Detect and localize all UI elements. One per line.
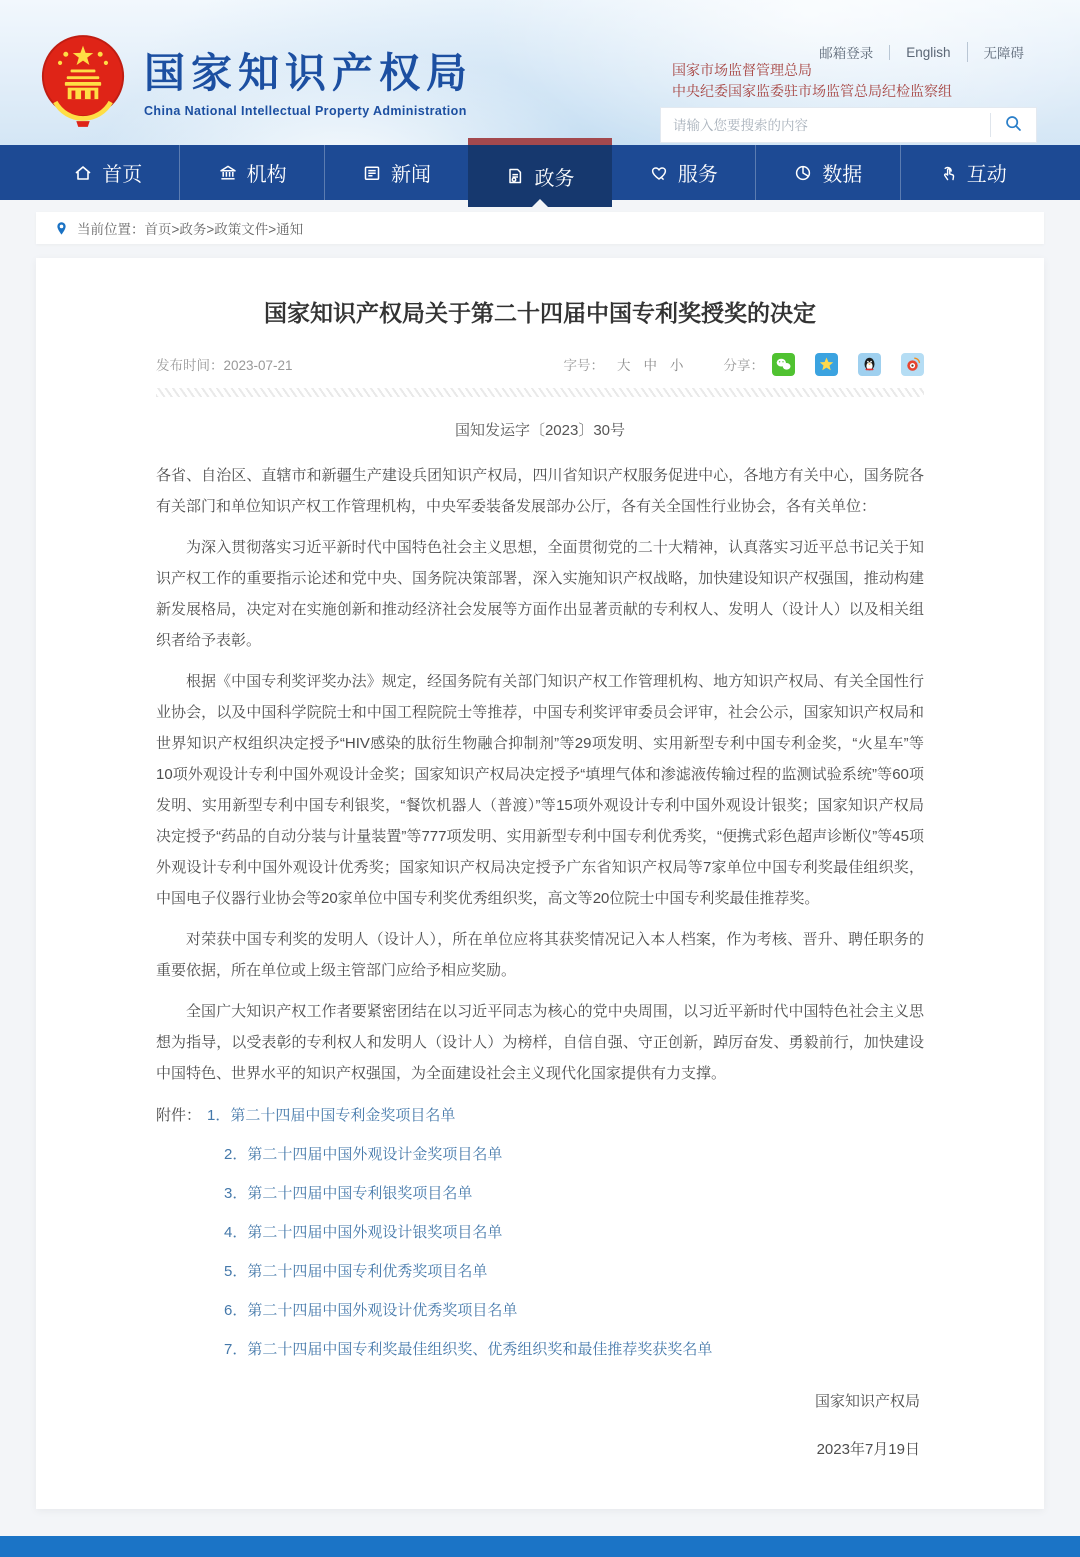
document-icon [505, 166, 525, 186]
share-buttons [772, 353, 924, 376]
bank-icon [218, 163, 238, 183]
nav-inner [36, 145, 1044, 200]
breadcrumb-path[interactable]: 首页>政务>政策文件>通知 [144, 222, 304, 237]
publish-time-label: 发布时间： [156, 358, 224, 373]
news-icon [362, 163, 382, 183]
signature-date: 2023年7月19日 [816, 1440, 920, 1458]
nav-item-service[interactable] [612, 145, 755, 200]
attachment-link-5[interactable]: 5．第二十四届中国专利优秀奖项目名单 [224, 1262, 488, 1280]
nav-label: 首页 [102, 164, 143, 186]
site-title: 国家知识产权局 [144, 50, 473, 97]
related-agency-links [672, 60, 952, 102]
attachment-row-1 [156, 1103, 924, 1129]
nav-item-government-affairs[interactable] [468, 138, 611, 207]
paragraph-4: 全国广大知识产权工作者要紧密团结在以习近平同志为核心的党中央周围，以习近平新时代中国特色社会主义思想为指导，以受表彰的专利权人和发明人（设计人）为榜样，自信自强、守正创新，踔厉奋发、勇毅前行，加快建设中国特色、世界水平的知识产权强国，为全面建设社会主义现代化国家提供有力支撑。 [156, 1002, 924, 1082]
search-button[interactable] [990, 113, 1036, 137]
attachments-list [156, 1103, 924, 1363]
breadcrumb [36, 212, 1044, 244]
site-header [0, 0, 1080, 145]
data-icon [793, 163, 813, 183]
publish-date: 2023-07-21 [223, 358, 293, 373]
main-nav [0, 145, 1080, 200]
attachment-link-3[interactable]: 3．第二十四届中国专利银奖项目名单 [224, 1184, 473, 1202]
search-bar [660, 107, 1037, 143]
hatched-divider [156, 388, 924, 397]
accessibility-link[interactable]: 无障碍 [967, 42, 1041, 62]
english-link[interactable]: English [889, 45, 966, 60]
qq-share-icon[interactable] [858, 353, 881, 376]
fontsize-label: 字号： [563, 358, 604, 373]
nav-item-agency[interactable] [179, 145, 323, 200]
discipline-inspection-link[interactable]: 中央纪委国家监委驻市场监管总局纪检监察组 [672, 83, 952, 99]
attachment-link-1[interactable]: 1．第二十四届中国专利金奖项目名单 [207, 1106, 456, 1124]
signature-org: 国家知识产权局 [814, 1392, 920, 1410]
weibo-share-icon[interactable] [901, 353, 924, 376]
interact-icon [938, 163, 958, 183]
nav-label: 新闻 [391, 164, 432, 186]
nav-label: 政务 [534, 167, 575, 190]
site-subtitle: China National Intellectual Property Administration [144, 103, 467, 118]
paragraph-addressees: 各省、自治区、直辖市和新疆生产建设兵团知识产权局，四川省知识产权服务促进中心，各地方有关中心，国务院各有关部门和单位知识产权工作管理机构，中央军委装备发展部办公厅，各有关全国性行业协会，各有关单位： [156, 466, 924, 515]
nav-label: 机构 [246, 164, 287, 186]
paragraph-3: 对荣获中国专利奖的发明人（设计人），所在单位应将其获奖情况记入本人档案，作为考核、晋升、聘任职务的重要依据，所在单位或上级主管部门应给予相应奖励。 [156, 930, 924, 979]
article-meta [156, 353, 924, 376]
nav-item-news[interactable] [324, 145, 468, 200]
national-emblem-icon [40, 32, 126, 130]
logo-text [144, 44, 473, 117]
utility-links [803, 42, 1040, 62]
attachments-label: 附件： [156, 1106, 202, 1124]
location-pin-icon [54, 221, 69, 236]
signature-block [156, 1389, 924, 1463]
attachment-link-7[interactable]: 7．第二十四届中国专利奖最佳组织奖、优秀组织奖和最佳推荐奖获奖名单 [224, 1340, 713, 1358]
paragraph-1: 为深入贯彻落实习近平新时代中国特色社会主义思想，全面贯彻党的二十大精神，认真落实习近平总书记关于知识产权工作的重要指示论述和党中央、国务院决策部署，深入实施知识产权战略，加快建设知识产权强国，推动构建新发展格局，决定对在实施创新和推动经济社会发展等方面作出显著贡献的专利权人、发明人（设计人）以及相关组织者给予表彰。 [156, 538, 924, 649]
nav-label: 数据 [822, 164, 863, 186]
share-label: 分享： [723, 358, 764, 373]
fontsize-medium-button[interactable]: 中 [643, 358, 657, 373]
breadcrumb-label: 当前位置： [77, 222, 145, 237]
fontsize-control [564, 354, 684, 374]
paragraph-2: 根据《中国专利奖评奖办法》规定，经国务院有关部门知识产权工作管理机构、地方知识产权局、有关全国性行业协会，以及中国科学院院士和中国工程院院士等推荐，中国专利奖评审委员会评审，社会公示，国家知识产权局和世界知识产权组织决定授予“HIV感染的肽衍生物融合抑制剂”等29项发明、实用新型专利中国专利金奖，“火星车”等10项外观设计专利中国外观设计金奖；国家知识产权局决定授予“填埋气体和渗滤液传输过程的监测试验系统”等60项发明、实用新型专利中国专利银奖，“餐饮机器人（普渡）”等15项外观设计专利中国外观设计银奖；国家知识产权局决定授予“药品的自动分装与计量装置”等777项发明、实用新型专利中国专利优秀奖，“便携式彩色超声诊断仪”等45项外观设计专利中国外观设计优秀奖；国家知识产权局决定授予广东省知识产权局等7家单位中国专利奖最佳组织奖，中国电子仪器行业协会等20家单位中国专利奖优秀组织奖，高文等20位院士中国专利奖最佳推荐奖。 [156, 672, 924, 907]
site-logo[interactable] [40, 32, 473, 130]
search-icon [1004, 114, 1023, 136]
attachment-link-6[interactable]: 6．第二十四届中国外观设计优秀奖项目名单 [224, 1301, 518, 1319]
qzone-share-icon[interactable] [815, 353, 838, 376]
nav-item-interact[interactable] [900, 145, 1044, 200]
publish-time [156, 354, 293, 374]
service-icon [649, 163, 669, 183]
nav-item-data[interactable] [755, 145, 899, 200]
nav-label: 服务 [677, 164, 718, 186]
fontsize-large-button[interactable]: 大 [617, 358, 631, 373]
nav-item-home[interactable] [36, 145, 179, 200]
attachment-link-4[interactable]: 4．第二十四届中国外观设计银奖项目名单 [224, 1223, 503, 1241]
article-card [36, 258, 1044, 1509]
article-body [156, 460, 924, 1089]
meta-tools [564, 353, 925, 376]
wechat-share-icon[interactable] [772, 353, 795, 376]
home-icon [73, 163, 93, 183]
mail-login-link[interactable]: 邮箱登录 [819, 46, 874, 61]
nav-label: 互动 [966, 164, 1007, 186]
attachment-link-2[interactable]: 2．第二十四届中国外观设计金奖项目名单 [224, 1145, 503, 1163]
footer-bar [0, 1536, 1080, 1557]
fontsize-small-button[interactable]: 小 [670, 358, 684, 373]
samr-link[interactable]: 国家市场监督管理总局 [672, 62, 812, 78]
search-input[interactable] [661, 108, 990, 142]
article-title: 国家知识产权局关于第二十四届中国专利奖授奖的决定 [264, 300, 816, 326]
document-number: 国知发运字〔2023〕30号 [454, 421, 626, 439]
